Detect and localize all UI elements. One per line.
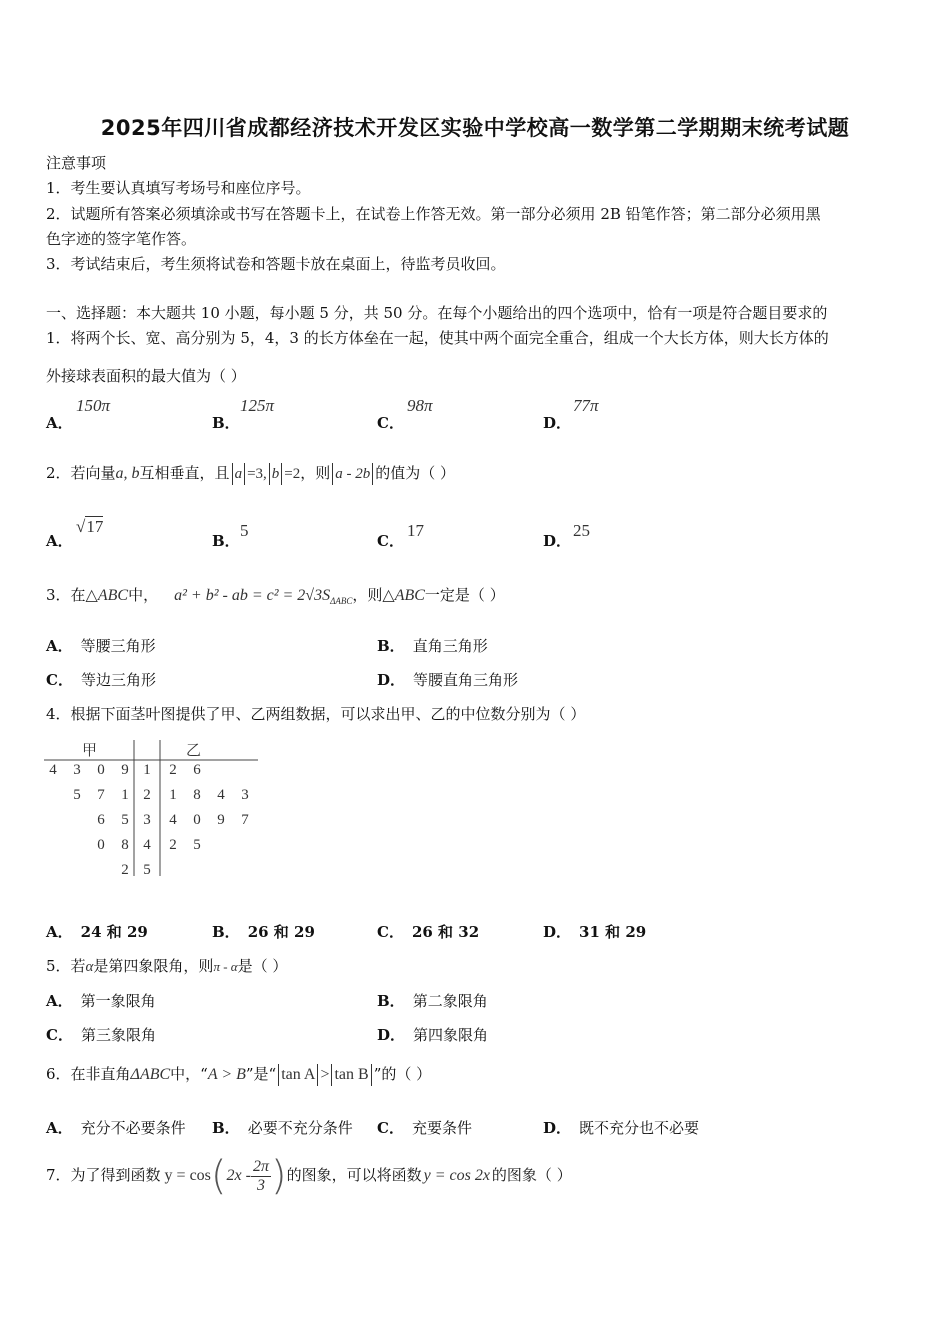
section-heading: 一、选择题：本大题共 10 小题，每小题 5 分，共 50 分。在每个小题给出的四个选项中，恰有一项是符合题目要求的 (46, 304, 828, 322)
q3-option-d[interactable]: D． 等腰直角三角形 (377, 671, 519, 689)
q2-option-d[interactable]: D． (543, 532, 572, 550)
fraction: $\frac{2\pi}{3}$ (252, 1157, 269, 1194)
stem-leaf-left-leaf: 1 (121, 787, 129, 803)
stem-leaf-right-leaf: 0 (193, 812, 201, 828)
q5-option-c[interactable]: C． 第三象限角 (46, 1026, 156, 1044)
q1-option-c[interactable]: C． (377, 414, 404, 432)
q2-option-d-value: 25 (573, 521, 590, 540)
q5-option-a[interactable]: A． 第一象限角 (46, 992, 156, 1010)
notice-item: 2．试题所有答案必须填涂或书写在答题卡上，在试卷上作答无效。第一部分必须用 2B 铅笔作答；第二部分必须用黑 (46, 205, 821, 223)
stem-leaf-left-leaf: 5 (121, 812, 129, 828)
page-title: 2025年四川省成都经济技术开发区实验中学校高一数学第二学期期末统考试题 (100, 116, 850, 140)
stem-leaf-right-leaf: 4 (217, 787, 225, 803)
question-6: 6．在非直角ΔABC中，“A > B”是“ tan A > tan B ”的（ ） (46, 1060, 431, 1089)
q1-option-b[interactable]: B． (212, 414, 240, 432)
question-4: 4．根据下面茎叶图提供了甲、乙两组数据，可以求出甲、乙的中位数分别为（ ） (46, 705, 586, 723)
question-1-line1: 1．将两个长、宽、高分别为 5，4，3 的长方体垒在一起，使其中两个面完全重合，组成一个大长方体，则大长方体的 (46, 329, 829, 347)
stem-leaf-left-leaf: 3 (73, 762, 81, 778)
stem-leaf-right-leaf: 9 (217, 812, 225, 828)
q3-option-b[interactable]: B． 直角三角形 (377, 637, 488, 655)
q2-option-a[interactable]: A． (46, 532, 73, 550)
stem-leaf-header-right: 乙 (186, 743, 202, 759)
q2-option-c-value: 17 (407, 521, 424, 540)
question-1-line2: 外接球表面积的最大值为（ ） (46, 367, 246, 385)
stem-leaf-left-leaf: 2 (121, 862, 129, 878)
q2-option-b-value: 5 (240, 521, 249, 540)
q4-option-c[interactable]: C． 26 和 32 (377, 923, 480, 941)
q5-option-b[interactable]: B． 第二象限角 (377, 992, 488, 1010)
stem-leaf-left-leaf: 9 (121, 762, 129, 778)
question-5: 5．若α是第四象限角，则π - α是（ ） (46, 957, 288, 975)
q6-option-d[interactable]: D． 既不充分也不必要 (543, 1119, 700, 1137)
stem-leaf-stem: 3 (143, 812, 151, 828)
stem-leaf-lines (44, 736, 264, 886)
q1-option-d-value: 77π (573, 396, 599, 415)
q1-option-a-value: 150π (76, 396, 111, 415)
stem-leaf-stem: 5 (143, 862, 151, 878)
stem-leaf-left-leaf: 8 (121, 837, 129, 853)
stem-leaf-stem: 4 (143, 837, 151, 853)
q2-option-b[interactable]: B． (212, 532, 240, 550)
stem-leaf-plot (44, 736, 264, 886)
stem-leaf-right-leaf: 2 (169, 762, 177, 778)
question-7: 7．为了得到函数 y = cos(2x - $\frac{2\pi}{3}$ )的图象，可以将函数 y = cos 2x 的图象（ ） (46, 1153, 572, 1199)
q1-option-d[interactable]: D． (543, 414, 572, 432)
stem-leaf-right-leaf: 7 (241, 812, 249, 828)
q6-option-c[interactable]: C． 充要条件 (377, 1119, 472, 1137)
notice-item: 色字迹的签字笔作答。 (46, 230, 197, 248)
stem-leaf-left-leaf: 6 (97, 812, 105, 828)
notice-item: 1．考生要认真填写考场号和座位序号。 (46, 179, 311, 197)
stem-leaf-stem: 1 (143, 762, 151, 778)
q3-option-c[interactable]: C． 等边三角形 (46, 671, 156, 689)
stem-leaf-right-leaf: 1 (169, 787, 177, 803)
q6-option-a[interactable]: A． 充分不必要条件 (46, 1119, 186, 1137)
q1-option-b-value: 125π (240, 396, 275, 415)
stem-leaf-left-leaf: 5 (73, 787, 81, 803)
stem-leaf-left-leaf: 0 (97, 762, 105, 778)
q2-option-a-value: √17 (76, 517, 104, 536)
stem-leaf-right-leaf: 2 (169, 837, 177, 853)
q1-option-a[interactable]: A． (46, 414, 73, 432)
q1-option-c-value: 98π (407, 396, 433, 415)
stem-leaf-stem: 2 (143, 787, 151, 803)
q4-option-b[interactable]: B． 26 和 29 (212, 923, 315, 941)
q6-option-b[interactable]: B． 必要不充分条件 (212, 1119, 353, 1137)
stem-leaf-right-leaf: 3 (241, 787, 249, 803)
stem-leaf-left-leaf: 0 (97, 837, 105, 853)
stem-leaf-right-leaf: 8 (193, 787, 201, 803)
stem-leaf-right-leaf: 5 (193, 837, 201, 853)
stem-leaf-right-leaf: 4 (169, 812, 177, 828)
q4-option-d[interactable]: D． 31 和 29 (543, 923, 647, 941)
q5-option-d[interactable]: D． 第四象限角 (377, 1026, 489, 1044)
stem-leaf-header-left: 甲 (82, 743, 98, 759)
stem-leaf-left-leaf: 7 (97, 787, 105, 803)
stem-leaf-right-leaf: 6 (193, 762, 201, 778)
q4-option-a[interactable]: A． 24 和 29 (46, 923, 148, 941)
question-3: 3．在△ABC中， a² + b² - ab = $c^2 = 2√3S_{\Delta ABC}$，则△ABC一定是（ ） (46, 586, 505, 606)
notice-heading: 注意事项 (46, 154, 107, 172)
question-2: 2．若向量a, b互相垂直，且 a =3, b =2，则 a - 2b 的值为（ ） (46, 460, 455, 487)
stem-leaf-left-leaf: 4 (49, 762, 57, 778)
q3-option-a[interactable]: A． 等腰三角形 (46, 637, 156, 655)
q2-option-c[interactable]: C． (377, 532, 404, 550)
notice-item: 3．考试结束后，考生须将试卷和答题卡放在桌面上，待监考员收回。 (46, 255, 506, 273)
